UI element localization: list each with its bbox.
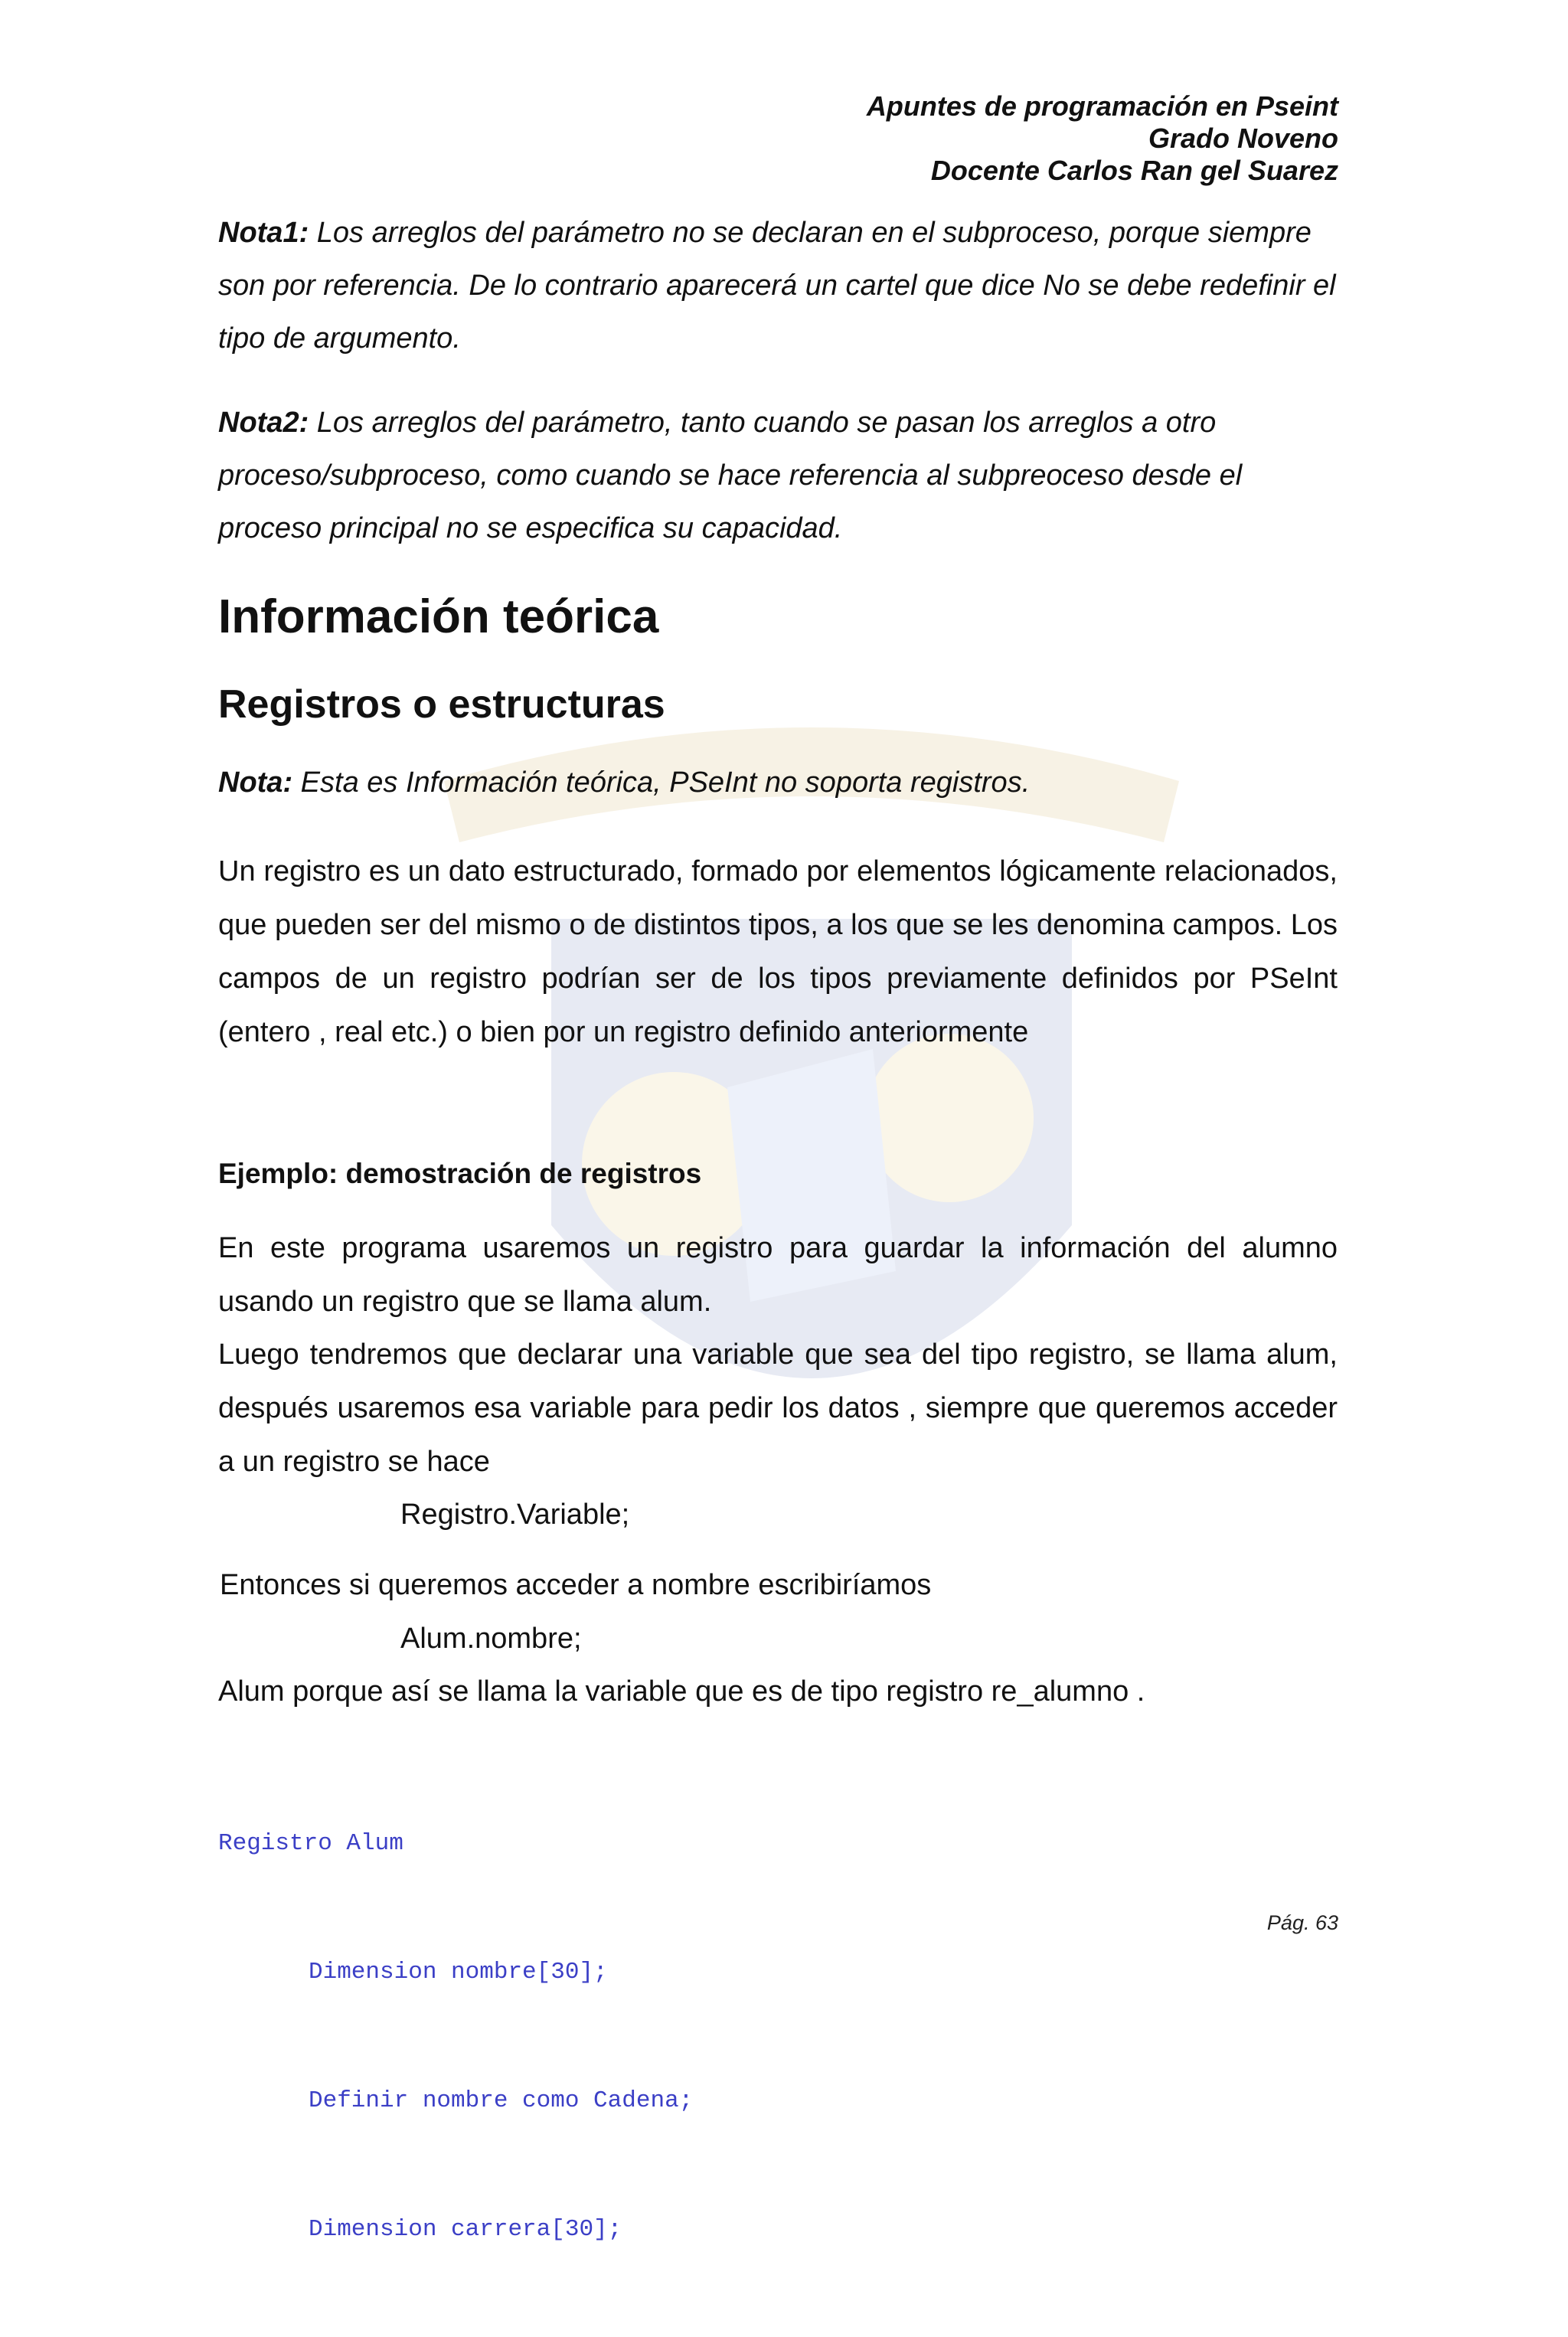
example-paragraph-4: Alum porque así se llama la variable que es de tipo registro re_alumno . [218, 1675, 1145, 1708]
syntax-example-2: Alum.nombre; [400, 1623, 582, 1655]
code-line: Dimension carrera[30]; [309, 2216, 622, 2243]
code-line: Registro Alum [218, 1830, 403, 1857]
note-2 [218, 397, 1338, 555]
code-block [218, 1737, 693, 2337]
note-2-label: Nota2: [218, 407, 309, 439]
theory-note-text: Esta es Información teórica, PSeInt no soporta registros. [292, 766, 1031, 799]
document-header [867, 90, 1338, 187]
note-1 [218, 207, 1338, 365]
syntax-example-1: Registro.Variable; [400, 1499, 630, 1531]
example-paragraph-3: Entonces si queremos acceder a nombre escribiríamos [220, 1569, 932, 1601]
header-teacher: Docente Carlos Ran gel Suarez [930, 155, 1338, 186]
code-line: Definir nombre como Cadena; [309, 2087, 694, 2114]
section-title: Información teórica [218, 590, 659, 643]
note-2-text: Los arreglos del parámetro, tanto cuando se pasan los arreglos a otro proceso/subproceso, como cuando se hace referencia al subpreoceso desde el proceso principal no se especifica su capacidad. [218, 407, 1243, 544]
example-paragraph-1: En este programa usaremos un registro para guardar la información del alumno usando un registro que se llama alum. [218, 1232, 1338, 1318]
theory-note [218, 757, 1338, 809]
example-title: Ejemplo: demostración de registros [218, 1158, 702, 1189]
note-1-text: Los arreglos del parámetro no se declaran en el subproceso, porque siempre son por referencia. De lo contrario aparecerá un cartel que dice No se debe redefinir el tipo de argumento. [218, 217, 1336, 355]
example-paragraph-2: Luego tendremos que declarar una variable que sea del tipo registro, se llama alum, después usaremos esa variable para pedir los datos , siempre que queremos acceder a un registro se hace [218, 1338, 1338, 1478]
definition-paragraph: Un registro es un dato estructurado, formado por elementos lógicamente relacionados, que pueden ser del mismo o de distintos tipos, a los que se les denomina campos. Los campos de un registro podrían ser de los tipos previamente definidos por PSeInt (entero , real etc.) o bien por un registro definido anteriormente [218, 855, 1338, 1048]
header-course-title: Apuntes de programación en Pseint [866, 90, 1338, 122]
section-subtitle: Registros o estructuras [218, 682, 665, 727]
note-1-label: Nota1: [218, 217, 309, 249]
header-grade: Grado Noveno [1148, 123, 1338, 154]
page-number: Pág. 63 [1266, 1911, 1338, 1934]
code-line: Dimension nombre[30]; [309, 1959, 608, 1986]
theory-note-label: Nota: [218, 766, 293, 799]
